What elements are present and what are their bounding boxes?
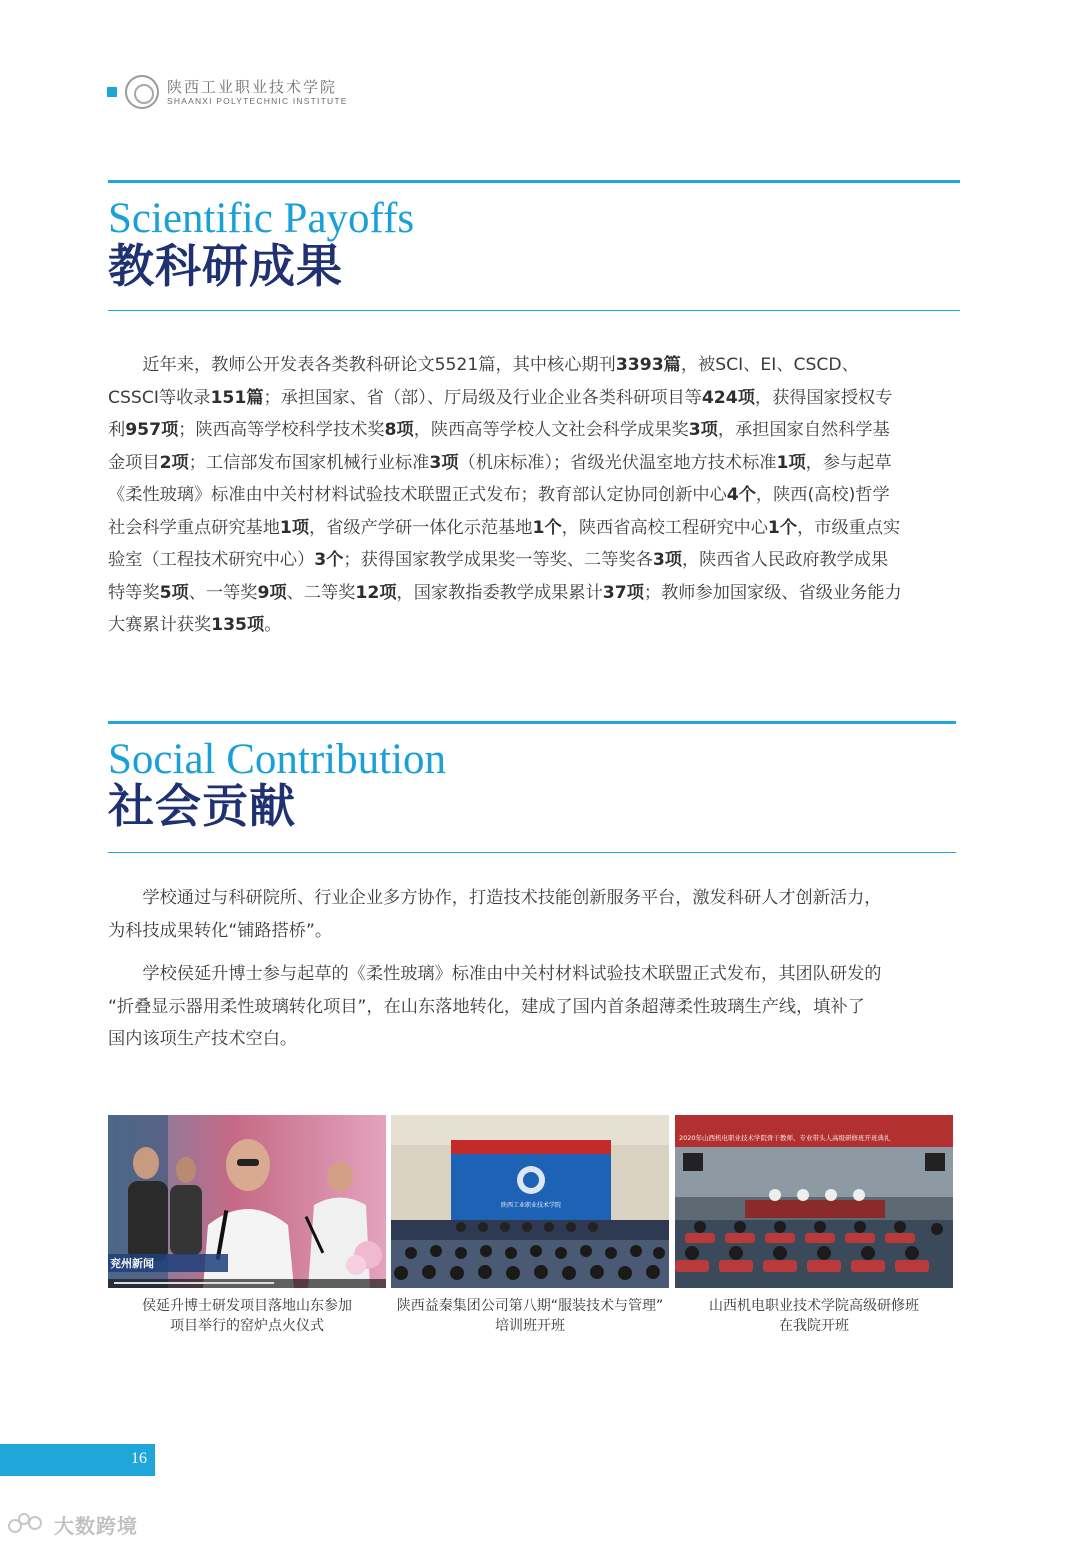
para2-line-2: “折叠显示器用柔性玻璃转化项目”，在山东落地转化，建成了国内首条超薄柔性玻璃生产线，填补了 — [108, 996, 865, 1017]
paragraph-line — [108, 577, 966, 610]
text-run: 。 — [264, 615, 282, 635]
section1-paragraph — [108, 349, 966, 642]
text-run: 、二等奖 — [286, 582, 356, 603]
text-run: ；承担国家、省（部）、厅局级及行业企业各类科研项目等 — [263, 387, 702, 408]
text-run: 特等奖 — [108, 582, 160, 603]
highlighted-figure: 1个 — [532, 517, 562, 538]
text-run: ；工信部发布国家机械行业标准 — [188, 452, 430, 473]
text-run: ，参与起草 — [805, 452, 892, 473]
highlighted-figure: 3393篇 — [615, 355, 681, 375]
text-run: 大赛累计获奖 — [108, 615, 212, 635]
caption-line: 在我院开班 — [779, 1318, 849, 1334]
text-run: 《柔性玻璃》标准由中关村材料试验技术联盟正式发布；教育部认定协同创新中心 — [108, 485, 727, 505]
seminar-banner-text: 2020年山西机电职业技术学院骨干教师、专业带头人高级研修班开班典礼 — [679, 1134, 891, 1142]
text-run: 验室（工程技术研究中心） — [108, 550, 315, 570]
text-run: 利 — [108, 420, 126, 440]
caption-line: 陕西益秦集团公司第八期“服装技术与管理” — [396, 1298, 664, 1314]
text-run: ，陕西高等学校人文社会科学成果奖 — [413, 420, 689, 440]
text-run: 社会科学重点研究基地 — [108, 517, 280, 538]
watermark — [8, 1510, 138, 1539]
section2-paragraph-1 — [108, 882, 966, 947]
para2-line-1: 学校侯延升博士参与起草的《柔性玻璃》标准由中关村材料试验技术联盟正式发布，其团队研发的 — [108, 964, 882, 984]
text-run: 、一等奖 — [188, 582, 258, 603]
highlighted-figure: 1个 — [767, 517, 798, 538]
para1-line-1: 学校通过与科研院所、行业企业多方协作，打造技术技能创新服务平台，激发科研人才创新活力， — [108, 888, 882, 908]
highlighted-figure: 12项 — [355, 582, 397, 603]
highlighted-figure: 135项 — [211, 615, 265, 635]
highlighted-figure: 9项 — [257, 582, 287, 603]
highlighted-figure: 424项 — [701, 387, 755, 408]
highlighted-figure: 957项 — [125, 420, 179, 440]
text-run: ，被SCI、EI、CSCD、 — [680, 355, 859, 375]
para1-line-2: 为科技成果转化“铺路搭桥”。 — [108, 920, 333, 941]
caption-line: 项目举行的窑炉点火仪式 — [170, 1318, 324, 1334]
school-name-block — [167, 78, 348, 107]
watermark-text: 大数跨境 — [54, 1514, 138, 1538]
paragraph-line — [108, 479, 966, 512]
highlighted-figure: 1项 — [279, 517, 310, 538]
school-name-cn: 陕西工业职业技术学院 — [167, 77, 338, 96]
text-run: ，陕西省人民政府教学成果 — [681, 550, 889, 570]
section1-title-cn: 教科研成果 — [108, 239, 343, 293]
text-run: ，陕西省高校工程研究中心 — [561, 517, 768, 538]
header-accent-square — [107, 87, 117, 97]
highlighted-figure: 1项 — [776, 452, 806, 473]
section2-bottom-rule — [108, 852, 956, 853]
school-name-en: SHAANXI POLYTECHNIC INSTITUTE — [167, 95, 348, 106]
text-run: ，省级产学研一体化示范基地 — [309, 517, 533, 538]
highlighted-figure: 5项 — [159, 582, 189, 603]
school-seal-logo — [125, 75, 159, 109]
highlighted-figure: 8项 — [384, 420, 414, 440]
caption-line: 侯延升博士研发项目落地山东参加 — [142, 1298, 352, 1314]
text-run: ，获得国家授权专 — [754, 387, 893, 408]
page-number-bar — [0, 1444, 155, 1476]
paragraph-line — [108, 609, 966, 642]
text-run: 近年来，教师公开发表各类教科研论文5521篇，其中核心期刊 — [108, 355, 616, 375]
text-run: ；陕西高等学校科学技术奖 — [178, 420, 385, 440]
paragraph-line — [108, 512, 966, 545]
section1-bottom-rule — [108, 310, 960, 311]
section2-paragraph-2 — [108, 958, 966, 1056]
highlighted-figure: 3项 — [652, 550, 682, 570]
paragraph-line — [108, 544, 966, 577]
school-header — [107, 72, 348, 112]
text-run: 金项目 — [108, 452, 160, 473]
photo-advanced-seminar — [675, 1115, 953, 1288]
watermark-logo-icon — [8, 1513, 48, 1537]
section1-top-rule — [108, 180, 960, 183]
page-number: 16 — [131, 1450, 147, 1467]
photo-3-caption — [675, 1296, 953, 1336]
paragraph-line — [108, 447, 966, 480]
paragraph-line — [108, 349, 966, 382]
highlighted-figure: 3项 — [688, 420, 718, 440]
section2-title-en: Social Contribution — [108, 736, 447, 783]
text-run: ，国家教指委教学成果累计 — [396, 582, 603, 603]
paragraph-line — [108, 382, 966, 415]
text-run: （机床标准）；省级光伏温室地方技术标准 — [458, 452, 777, 473]
stage-banner-text: 陕西工业职业技术学院 — [500, 1202, 561, 1209]
highlighted-figure: 151篇 — [210, 387, 264, 408]
highlighted-figure: 3项 — [429, 452, 459, 473]
photo-1-caption — [108, 1296, 386, 1336]
caption-line: 培训班开班 — [495, 1318, 565, 1334]
text-run: ；获得国家教学成果奖一等奖、二等奖各 — [343, 550, 653, 570]
text-run: ，陕西(高校)哲学 — [755, 485, 890, 505]
para2-line-3: 国内该项生产技术空白。 — [108, 1029, 298, 1049]
text-run: CSSCI等收录 — [108, 387, 211, 408]
photo-ignition-ceremony — [108, 1115, 386, 1288]
news-overlay-label: 兖州新闻 — [110, 1257, 154, 1270]
highlighted-figure: 4个 — [726, 485, 756, 505]
highlighted-figure: 37项 — [602, 582, 644, 603]
text-run: ，市级重点实 — [797, 517, 901, 538]
highlighted-figure: 3个 — [314, 550, 344, 570]
text-run: ；教师参加国家级、省级业务能力 — [643, 582, 902, 603]
paragraph-line — [108, 414, 966, 447]
photo-2-caption — [391, 1296, 669, 1336]
photo-training-class-opening — [391, 1115, 669, 1288]
section2-top-rule — [108, 721, 956, 724]
section1-title-en: Scientific Payoffs — [108, 195, 415, 242]
text-run: ，承担国家自然科学基 — [717, 420, 890, 440]
highlighted-figure: 2项 — [159, 452, 189, 473]
section2-title-cn: 社会贡献 — [108, 779, 296, 833]
caption-line: 山西机电职业技术学院高级研修班 — [709, 1298, 919, 1314]
